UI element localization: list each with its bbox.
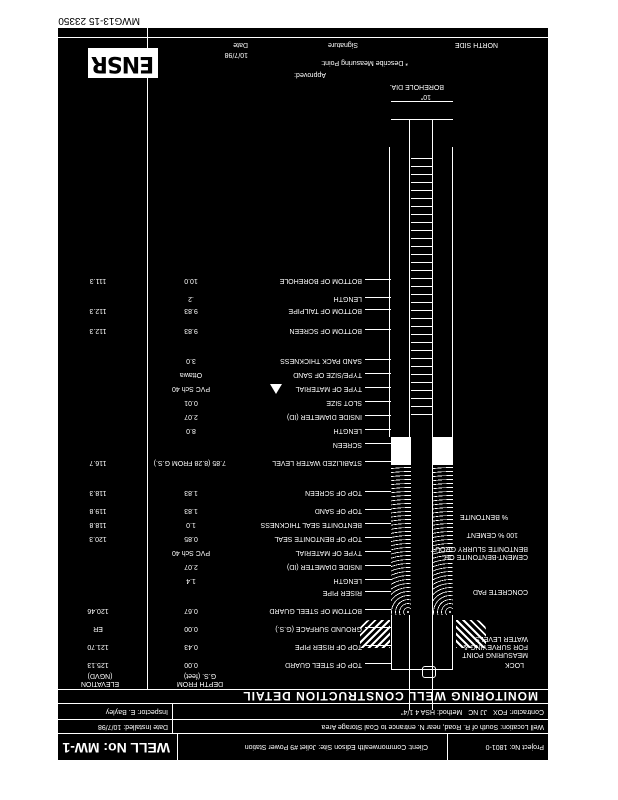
contractor-value: FOX: [493, 708, 508, 715]
row-leader-line: [365, 443, 391, 444]
row-depth-value: 0.43: [184, 643, 198, 650]
row-elevation-value: 112.3: [89, 307, 107, 314]
row-label: LENGTH: [333, 577, 362, 584]
row-leader-line: [365, 309, 391, 310]
row-leader-line: [365, 609, 391, 610]
row-label: RISER PIPE: [322, 589, 362, 596]
row-depth-value: 0.01: [184, 399, 198, 406]
row-label: TYPE OF MATERIAL: [295, 385, 362, 392]
row-depth-value: PVC Sch 40: [171, 549, 211, 556]
water-level-marker: [270, 384, 282, 394]
approval-date-value: 10/7/98: [224, 51, 248, 58]
grout-right: [391, 465, 411, 615]
row-elevation-value: 112.3: [89, 327, 107, 334]
inspector-field: [106, 707, 168, 715]
project-label: Project No:: [509, 743, 544, 750]
bentonite-seal-right: [391, 437, 411, 465]
row-depth-value: 10.0: [184, 277, 198, 284]
row-depth-value: 2.07: [184, 563, 198, 570]
row-leader-line: [365, 645, 391, 646]
row-leader-line: [365, 461, 391, 462]
row-leader-line: [365, 359, 391, 360]
lock-icon: [422, 666, 436, 678]
row-depth-value: .2: [188, 295, 194, 302]
row-label: TYPE OF MATERIAL: [295, 549, 362, 556]
grout-line-1: CEMENT-BENTONITE OR: [444, 553, 528, 560]
approval-date-label: Date: [233, 41, 248, 48]
measuring-point-label: [462, 634, 528, 658]
lock-label: LOCK: [504, 661, 524, 668]
depth-header-line-1: DEPTH FROM: [176, 680, 224, 687]
logo-block: [88, 48, 158, 78]
contractor-label: Contractor:: [509, 708, 544, 715]
north-side-label: NORTH SIDE: [454, 41, 498, 48]
location-value: South of R. Road, near N. entrance to Coal Storage Area: [321, 723, 499, 730]
header-divider-1: [447, 734, 448, 760]
method-label: Method:: [436, 708, 463, 715]
row-elevation-value: 119.8: [89, 507, 107, 514]
row-elevation-value: 116.7: [89, 459, 107, 466]
inspector-value: E. Bayley: [105, 708, 136, 715]
row-leader-line: [365, 279, 391, 280]
row-leader-line: [365, 297, 391, 298]
row-depth-value: 0.85: [184, 535, 198, 542]
row-label: SAND PACK THICKNESS: [280, 357, 362, 364]
header-divider-3: [172, 704, 173, 734]
borehole-dia-value: 10": [420, 93, 431, 100]
signature-label: Signature: [328, 41, 358, 48]
row-elevation-value: ER: [93, 625, 103, 632]
row-label: TYPE/SIZE OF SAND: [293, 371, 362, 378]
measuring-point-line-1: MEASURING POINT: [462, 651, 528, 658]
header-rule-2: [58, 719, 548, 720]
row-depth-value: PVC Sch 40: [171, 385, 211, 392]
row-label: BOTTOM OF BOREHOLE: [279, 277, 362, 284]
date-installed-field: [98, 722, 168, 730]
row-depth-value: Ottawa: [179, 371, 203, 378]
row-label: LENGTH: [333, 295, 362, 302]
row-label: LENGTH: [333, 427, 362, 434]
footer-rule: [58, 37, 548, 38]
row-label: BENTONITE SEAL THICKNESS: [260, 521, 362, 528]
row-label: BOTTOM OF SCREEN: [289, 327, 362, 334]
date-installed-label: Date Installed:: [123, 723, 168, 730]
row-leader-line: [365, 509, 391, 510]
concrete-pad-label: CONCRETE PAD: [472, 588, 528, 595]
row-leader-line: [365, 373, 391, 374]
row-label: SLOT SIZE: [326, 399, 362, 406]
row-elevation-value: 118.3: [89, 489, 107, 496]
row-elevation-value: 120.3: [89, 535, 107, 542]
row-label: INSIDE DIAMETER (ID): [286, 563, 362, 570]
project-field: [486, 742, 544, 750]
row-leader-line: [365, 551, 391, 552]
measuring-point-line-3: WATER LEVELS: [475, 635, 528, 642]
depth-header-line-2: G.S. (feet): [183, 672, 217, 679]
row-depth-value: 0.00: [184, 625, 198, 632]
well-label: WELL No:: [103, 740, 170, 756]
row-depth-value: 1.4: [186, 577, 196, 584]
row-label: BOTTOM OF STEEL GUARD: [269, 607, 362, 614]
row-leader-line: [365, 565, 391, 566]
row-leader-line: [365, 663, 391, 664]
row-label: GROUND SURFACE (G.S.): [275, 625, 362, 632]
row-label: TOP OF RISER PIPE: [294, 643, 362, 650]
row-label: TOP OF STEEL GUARD: [285, 661, 362, 668]
row-elevation-value: 120.46: [87, 607, 109, 614]
measuring-point-line-2: FOR SURVEYING &: [463, 643, 528, 650]
cement-text: % CEMENT: [466, 531, 505, 538]
cement-value: 100: [506, 531, 518, 538]
project-value: 1801-0: [485, 743, 508, 750]
row-label: TOP OF BENTONITE SEAL: [274, 535, 362, 542]
row-elevation-value: 121.70: [87, 643, 109, 650]
grout-left: [433, 465, 453, 615]
client-label: Client:: [408, 743, 428, 750]
row-depth-value: 3.0: [186, 357, 196, 364]
row-depth-value: 1.0: [186, 521, 196, 528]
well-value: MW-1: [62, 740, 100, 756]
elev-header-line-2: (NGVD): [87, 672, 113, 679]
row-depth-value: 2.07: [184, 413, 198, 420]
row-label: TOP OF SAND: [314, 507, 362, 514]
row-label: INSIDE DIAMETER (ID): [286, 413, 362, 420]
document-stamp: MWG13-15 23350: [58, 15, 140, 26]
borehole-dia-line: [391, 101, 453, 102]
borehole-bottom-line: [391, 119, 453, 120]
steel-guard: [391, 614, 453, 670]
measuring-point-note: * Describe Measuring Point:: [321, 59, 408, 66]
site-value: Joliet #9 Power Station: [244, 743, 317, 750]
client-value: Commonwealth Edison: [334, 743, 407, 750]
form-sheet: [58, 28, 548, 760]
row-depth-value: 8.0: [186, 427, 196, 434]
approved-label: Approved:: [294, 71, 326, 78]
method-value: HSA 4 1/4": [401, 708, 436, 715]
bentonite-label: % BENTONITE: [459, 513, 508, 520]
row-label: SCREEN: [332, 441, 362, 448]
row-label: STABILIZED WATER LEVEL: [272, 459, 362, 466]
site-label: Site:: [318, 743, 333, 750]
row-elevation-value: 118.8: [89, 521, 107, 528]
header-rule-1: [58, 733, 548, 734]
row-label: TOP OF SCREEN: [305, 489, 362, 496]
concrete-pad-right: [360, 620, 390, 648]
elev-header-line-1: ELEVATION: [80, 680, 120, 687]
grout-line-2: BENTONITE SLURRY GROUT: [430, 545, 528, 552]
contractor-value-2: JJ NC: [468, 708, 488, 715]
header-divider-2: [177, 734, 178, 760]
row-leader-line: [365, 429, 391, 430]
row-leader-line: [365, 329, 391, 330]
row-depth-value: 7.85 (8.28 FROM G.S.): [153, 459, 226, 466]
well-screen: [411, 155, 432, 415]
row-depth-value: 9.83: [184, 327, 198, 334]
location-field: [322, 722, 544, 730]
row-leader-line: [365, 537, 391, 538]
location-label: Well Location:: [500, 723, 544, 730]
form-title: MONITORING WELL CONSTRUCTION DETAIL: [242, 689, 538, 703]
row-leader-line: [365, 627, 391, 628]
elevation-column-header: [70, 671, 130, 687]
row-leader-line: [365, 387, 391, 388]
row-leader-line: [365, 491, 391, 492]
inspector-label: Inspector:: [137, 708, 168, 715]
row-depth-value: 1.83: [184, 489, 198, 496]
bentonite-seal-left: [433, 437, 453, 465]
row-leader-line: [365, 591, 391, 592]
row-leader-line: [365, 415, 391, 416]
borehole-dia-label: BOREHOLE DIA.: [389, 83, 444, 90]
well-number: [62, 740, 170, 756]
row-depth-value: 1.83: [184, 507, 198, 514]
row-leader-line: [365, 523, 391, 524]
row-leader-line: [365, 401, 391, 402]
client-field: [245, 742, 428, 750]
row-elevation-value: 125.13: [87, 661, 109, 668]
cement-label: [467, 530, 518, 538]
row-depth-value: 9.83: [184, 307, 198, 314]
row-depth-value: 0.00: [184, 661, 198, 668]
ensr-logo: ENSR: [91, 51, 155, 76]
row-leader-line: [365, 579, 391, 580]
elevation-column-divider: [147, 28, 148, 690]
row-depth-value: 0.67: [184, 607, 198, 614]
header-rule-3: [58, 703, 548, 704]
row-elevation-value: 111.3: [89, 277, 107, 284]
row-label: BOTTOM OF TAILPIPE: [288, 307, 362, 314]
depth-column-header: [170, 671, 230, 687]
date-installed-value: 10/7/98: [97, 723, 122, 730]
grout-label: [431, 544, 528, 560]
